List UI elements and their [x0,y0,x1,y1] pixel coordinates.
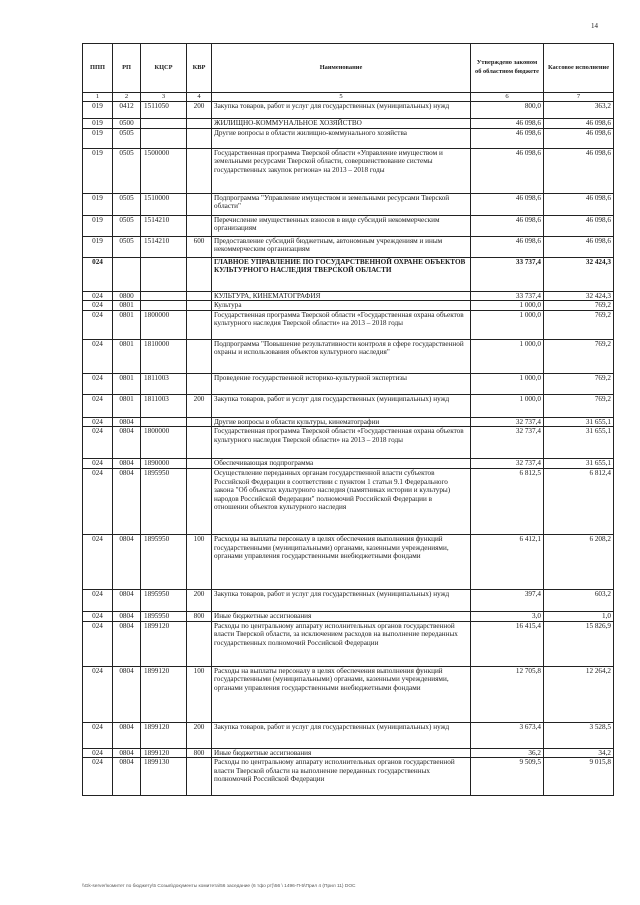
cell-kcsr [141,119,187,129]
table-row [83,417,614,427]
cell-kvr: 800 [187,611,212,621]
cell-kvr [187,193,212,215]
cell-executed: 32 424,3 [544,291,614,301]
cell-ppp: 019 [83,193,113,215]
cell-approved: 46 098,6 [471,148,544,193]
cell-kvr: 600 [187,236,212,257]
cell-kvr [187,373,212,394]
cell-kcsr: 1500000 [141,148,187,193]
cell-rp: 0505 [113,215,141,236]
table-body [83,102,614,796]
cell-ppp: 024 [83,459,113,469]
cell-rp: 0801 [113,339,141,373]
cell-kcsr: 1899120 [141,621,187,666]
cell-name: Другие вопросы в области жилищно-коммунального хозяйства [212,128,471,148]
cell-kcsr [141,257,187,291]
cell-approved: 46 098,6 [471,128,544,148]
cell-kvr [187,148,212,193]
expenditure-table [82,43,614,796]
cell-rp: 0505 [113,148,141,193]
cell-rp: 0804 [113,666,141,722]
cell-executed: 46 098,6 [544,193,614,215]
cell-kvr: 100 [187,666,212,722]
table-row [83,459,614,469]
cell-kcsr [141,417,187,427]
cell-rp: 0801 [113,373,141,394]
cell-rp: 0505 [113,236,141,257]
cell-name: Закупка товаров, работ и услуг для государственных (муниципальных) нужд [212,394,471,417]
cell-executed: 769,2 [544,373,614,394]
cell-rp: 0801 [113,310,141,339]
cell-ppp: 019 [83,102,113,119]
cell-rp: 0412 [113,102,141,119]
cell-ppp: 024 [83,301,113,311]
table-row [83,119,614,129]
cell-name: Другие вопросы в области культуры, кинематографии [212,417,471,427]
table-row [83,148,614,193]
cell-approved: 9 509,5 [471,758,544,796]
table-row [83,394,614,417]
cell-ppp: 019 [83,119,113,129]
cell-kvr: 200 [187,589,212,611]
cell-executed: 46 098,6 [544,236,614,257]
cell-name: Государственная программа Тверской области «Государственная охрана объектов культурного наследия Тверской области» на 2013 – 2018 годы [212,310,471,339]
cell-ppp: 024 [83,310,113,339]
cell-executed: 1,0 [544,611,614,621]
table-row [83,666,614,722]
table-row [83,339,614,373]
cell-approved: 32 737,4 [471,417,544,427]
cell-kvr: 100 [187,534,212,589]
cell-name: Подпрограмма "Управление имуществом и земельными ресурсами Тверской области" [212,193,471,215]
table-row [83,621,614,666]
cell-ppp: 024 [83,339,113,373]
cell-ppp: 024 [83,534,113,589]
cell-kcsr: 1895950 [141,589,187,611]
header-kvr: КВР [187,44,212,93]
table-row [83,748,614,758]
cell-kvr [187,468,212,534]
cell-kvr: 200 [187,722,212,748]
cell-kcsr: 1514210 [141,236,187,257]
cell-name: Подпрограмма "Повышение результативности контроля в сфере государственной охраны и использования объектов культурного наследия" [212,339,471,373]
cell-ppp: 024 [83,722,113,748]
cell-ppp: 024 [83,611,113,621]
cell-approved: 1 000,0 [471,310,544,339]
cell-ppp: 024 [83,257,113,291]
cell-rp: 0804 [113,748,141,758]
cell-executed: 32 424,3 [544,257,614,291]
cell-approved: 32 737,4 [471,427,544,459]
cell-rp: 0804 [113,758,141,796]
cell-rp: 0804 [113,589,141,611]
cell-rp: 0500 [113,119,141,129]
cell-rp: 0801 [113,394,141,417]
cell-approved: 46 098,6 [471,193,544,215]
table-row [83,193,614,215]
cell-kvr [187,301,212,311]
cell-kvr [187,339,212,373]
cell-name: Расходы по центральному аппарату исполнительных органов государственной власти Тверской области, за исключением расходов на выполнение переданных государственных полномочий Российской Федерации [212,621,471,666]
cell-executed: 46 098,6 [544,128,614,148]
column-index-cell: 6 [471,93,544,102]
cell-approved: 1 000,0 [471,339,544,373]
cell-name: Проведение государственной историко-культурной экспертизы [212,373,471,394]
cell-ppp: 019 [83,148,113,193]
cell-approved: 1 000,0 [471,394,544,417]
cell-ppp: 019 [83,236,113,257]
cell-ppp: 024 [83,427,113,459]
cell-name: Обеспечивающая подпрограмма [212,459,471,469]
header-kcsr: КЦСР [141,44,187,93]
cell-approved: 800,0 [471,102,544,119]
cell-kvr [187,215,212,236]
cell-ppp: 024 [83,621,113,666]
cell-kcsr: 1810000 [141,339,187,373]
cell-kcsr: 1899120 [141,666,187,722]
cell-approved: 46 098,6 [471,236,544,257]
cell-executed: 3 528,5 [544,722,614,748]
cell-kcsr: 1510000 [141,193,187,215]
cell-executed: 34,2 [544,748,614,758]
cell-kcsr: 1811003 [141,394,187,417]
cell-kcsr: 1514210 [141,215,187,236]
cell-kcsr: 1800000 [141,310,187,339]
cell-approved: 12 705,8 [471,666,544,722]
cell-name: Расходы по центральному аппарату исполнительных органов государственной власти Тверской области на выполнение переданных государственных полномочий Российской Федерации [212,758,471,796]
cell-kcsr [141,291,187,301]
cell-name: Закупка товаров, работ и услуг для государственных (муниципальных) нужд [212,722,471,748]
cell-approved: 46 098,6 [471,119,544,129]
header-executed: Кассовое исполнение [544,44,614,93]
column-index-cell: 2 [113,93,141,102]
cell-kvr [187,427,212,459]
cell-approved: 36,2 [471,748,544,758]
table-row [83,373,614,394]
cell-name: Закупка товаров, работ и услуг для государственных (муниципальных) нужд [212,102,471,119]
cell-executed: 769,2 [544,339,614,373]
cell-executed: 46 098,6 [544,119,614,129]
table-row [83,215,614,236]
cell-executed: 603,2 [544,589,614,611]
cell-approved: 33 737,4 [471,291,544,301]
cell-ppp: 019 [83,215,113,236]
cell-rp: 0804 [113,459,141,469]
header-rp: РП [113,44,141,93]
table-row [83,468,614,534]
cell-kcsr: 1811003 [141,373,187,394]
cell-name: Предоставление субсидий бюджетным, автономным учреждениям и иным некоммерческим организациям [212,236,471,257]
cell-approved: 397,4 [471,589,544,611]
cell-name: Иные бюджетные ассигнования [212,611,471,621]
cell-executed: 12 264,2 [544,666,614,722]
cell-approved: 16 415,4 [471,621,544,666]
cell-rp: 0801 [113,301,141,311]
cell-rp: 0505 [113,128,141,148]
cell-approved: 6 812,5 [471,468,544,534]
cell-executed: 31 655,1 [544,459,614,469]
cell-ppp: 024 [83,589,113,611]
cell-kcsr: 1899120 [141,748,187,758]
header-row [83,44,614,93]
header-approved: Утверждено законом об областном бюджете [471,44,544,93]
table-row [83,102,614,119]
cell-kcsr: 1899130 [141,758,187,796]
cell-rp: 0800 [113,291,141,301]
cell-ppp: 024 [83,666,113,722]
cell-approved: 1 000,0 [471,373,544,394]
cell-approved: 33 737,4 [471,257,544,291]
column-index-row [83,93,614,102]
cell-name: Перечисление имущественных взносов в виде субсидий некоммерческим организациям [212,215,471,236]
cell-ppp: 024 [83,373,113,394]
header-name: Наименование [212,44,471,93]
cell-ppp: 024 [83,291,113,301]
cell-kvr [187,310,212,339]
column-index-cell: 7 [544,93,614,102]
cell-kcsr: 1511050 [141,102,187,119]
cell-name: Осуществление переданных органам государственной власти субъектов Российской Федерации в соответствии с пунктом 1 статьи 9.1 Федерального закона "Об объектах культурного наследия (памятниках истории и культуры) народов Российской Федерации" полномочий Российской Федерации в отношении объектов культурного наследия [212,468,471,534]
cell-kvr [187,417,212,427]
cell-kvr [187,257,212,291]
cell-kcsr: 1899120 [141,722,187,748]
cell-kvr: 200 [187,394,212,417]
cell-kvr [187,119,212,129]
column-index-cell: 4 [187,93,212,102]
cell-executed: 6 812,4 [544,468,614,534]
cell-approved: 3 673,4 [471,722,544,748]
cell-rp: 0804 [113,611,141,621]
cell-name: Расходы на выплаты персоналу в целях обеспечения выполнения функций государственными (муниципальными) органами, казенными учреждениями, органами управления государственными внебюджетными фондами [212,666,471,722]
cell-approved: 3,0 [471,611,544,621]
cell-kcsr [141,128,187,148]
table-row [83,301,614,311]
cell-executed: 769,2 [544,310,614,339]
cell-ppp: 019 [83,128,113,148]
cell-kcsr: 1895950 [141,611,187,621]
cell-name: ГЛАВНОЕ УПРАВЛЕНИЕ ПО ГОСУДАРСТВЕННОЙ ОХРАНЕ ОБЪЕКТОВ КУЛЬТУРНОГО НАСЛЕДИЯ ТВЕРСКОЙ ОБЛАСТИ [212,257,471,291]
cell-rp: 0804 [113,534,141,589]
cell-rp: 0804 [113,621,141,666]
cell-executed: 769,2 [544,394,614,417]
table-row [83,758,614,796]
table-row [83,534,614,589]
cell-executed: 6 208,2 [544,534,614,589]
cell-kvr [187,758,212,796]
cell-executed: 9 015,8 [544,758,614,796]
column-index-cell: 1 [83,93,113,102]
cell-approved: 6 412,1 [471,534,544,589]
cell-rp: 0804 [113,722,141,748]
cell-rp: 0804 [113,427,141,459]
table-row [83,589,614,611]
column-index-cell: 3 [141,93,187,102]
cell-executed: 31 655,1 [544,417,614,427]
cell-name: КУЛЬТУРА, КИНЕМАТОГРАФИЯ [212,291,471,301]
cell-approved: 46 098,6 [471,215,544,236]
cell-executed: 46 098,6 [544,215,614,236]
page-number: 14 [591,22,598,30]
cell-ppp: 024 [83,748,113,758]
cell-executed: 46 098,6 [544,148,614,193]
cell-kcsr [141,301,187,311]
cell-kcsr: 1890000 [141,459,187,469]
cell-kcsr: 1800000 [141,427,187,459]
cell-approved: 1 000,0 [471,301,544,311]
file-path-footer: \\Gk-server\комитет по бюджету\5 Созыв\документы комитета\56 заседание (6 тфо рт)\56 \ 1496-П-5\Прил 4 (Прил 11) DOC [82,884,356,889]
cell-rp: 0804 [113,468,141,534]
cell-ppp: 024 [83,417,113,427]
cell-kcsr: 1895950 [141,534,187,589]
cell-ppp: 024 [83,758,113,796]
cell-kvr [187,291,212,301]
table-row [83,236,614,257]
table-row [83,722,614,748]
cell-executed: 15 826,9 [544,621,614,666]
cell-kvr [187,459,212,469]
table-row [83,310,614,339]
table-row [83,257,614,291]
cell-kvr [187,621,212,666]
table-row [83,128,614,148]
cell-executed: 769,2 [544,301,614,311]
column-index-cell: 5 [212,93,471,102]
cell-name: Государственная программа Тверской области «Государственная охрана объектов культурного наследия Тверской области» на 2013 – 2018 годы [212,427,471,459]
cell-executed: 363,2 [544,102,614,119]
cell-rp: 0505 [113,193,141,215]
cell-ppp: 024 [83,468,113,534]
cell-kvr [187,128,212,148]
cell-name: Закупка товаров, работ и услуг для государственных (муниципальных) нужд [212,589,471,611]
table-row [83,611,614,621]
table-row [83,427,614,459]
cell-name: Расходы на выплаты персоналу в целях обеспечения выполнения функций государственными (муниципальными) органами, казенными учреждениями, органами управления государственными внебюджетными фондами [212,534,471,589]
header-ppp: ППП [83,44,113,93]
cell-name: ЖИЛИЩНО-КОММУНАЛЬНОЕ ХОЗЯЙСТВО [212,119,471,129]
cell-name: Иные бюджетные ассигнования [212,748,471,758]
cell-approved: 32 737,4 [471,459,544,469]
cell-rp: 0804 [113,417,141,427]
cell-name: Государственная программа Тверской области «Управление имуществом и земельными ресурсами Тверской области, совершенствование системы государственных закупок региона» на 2013 – 2018 годы [212,148,471,193]
cell-rp [113,257,141,291]
table-row [83,291,614,301]
cell-kvr: 200 [187,102,212,119]
cell-ppp: 024 [83,394,113,417]
cell-name: Культура [212,301,471,311]
cell-kcsr: 1895950 [141,468,187,534]
cell-executed: 31 655,1 [544,427,614,459]
cell-kvr: 800 [187,748,212,758]
